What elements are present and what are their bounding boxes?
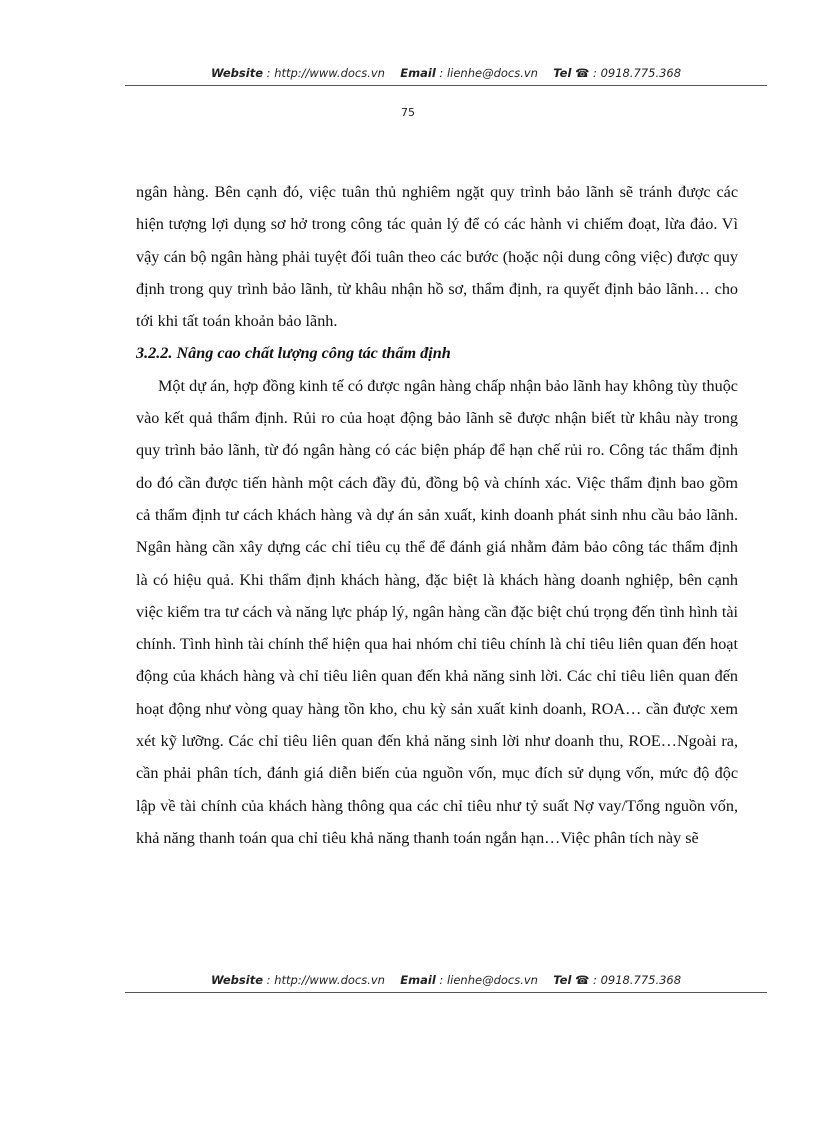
text-line: khoản bảo lãnh. (234, 312, 338, 331)
phone-icon: ☎ (575, 66, 590, 80)
text-line: khách hàng doanh nghiệp, bên cạnh việc kiểm tra tư cách và năng lực pháp lý, (136, 570, 738, 621)
text-line: được nhận biết từ khâu này trong quy trình bảo lãnh, từ đó ngân hàng có các (136, 409, 738, 460)
email-label: Email (400, 66, 436, 80)
page-footer (125, 973, 767, 987)
text-line: không tùy thuộc vào kết quả thẩm định. Rủi ro của hoạt động bảo lãnh sẽ (136, 376, 738, 428)
text-line: các bước (hoặc nội dung công việc) được quy định trong quy trình bảo lãnh, (136, 247, 738, 298)
text-line: tránh được các hiện tượng lợi dụng sơ hở trong công tác quản lý để có các (136, 183, 739, 234)
text-line: thể hiện qua hai nhóm chỉ tiêu chính là chỉ tiêu liên quan đến hoạt động của (136, 635, 738, 686)
website-label: Website (210, 973, 264, 987)
text-line: nguồn vốn, mục đích sử dụng vốn, mức độ độc lập về tài chính của khách (136, 764, 738, 815)
website-label: Website (210, 66, 264, 80)
text-line: ROA… cần được xem xét kỹ lưỡng. Các chỉ tiêu liên quan đến khả năng sinh (136, 699, 739, 751)
website-value: : http://www.docs.vn (266, 973, 385, 987)
tel-value: : 0918.775.368 (593, 973, 682, 987)
text-line: từ khâu nhận hồ sơ, thẩm định, ra quyết định bảo lãnh… cho tới khi tất toán (136, 279, 739, 331)
phone-icon: ☎ (575, 973, 590, 987)
email-label: Email (400, 973, 436, 987)
text-line: Một dự án, hợp đồng kinh tế có được ngân hàng chấp nhận bảo lãnh hay (158, 376, 629, 395)
text-line: ngân hàng cần đặc biệt chú trọng đến tình hình tài chính. Tình hình tài chính (136, 602, 739, 654)
website-value: : http://www.docs.vn (266, 66, 385, 80)
page-header (125, 66, 767, 80)
paragraph-1 (136, 176, 738, 337)
text-line: đến hoạt động như vòng quay hàng tồn kho, chu kỳ sản xuất kinh doanh, (136, 667, 739, 718)
email-value: : lienhe@docs.vn (439, 973, 538, 987)
text-line: hàng thông qua các chỉ tiêu như tỷ suất Nợ vay/Tổng nguồn vốn, khả năng (136, 796, 739, 847)
document-body (136, 176, 738, 854)
text-line: lời như doanh thu, ROE…Ngoài ra, cần phải phân tích, đánh giá diễn biến của (136, 732, 738, 783)
footer-divider (125, 992, 767, 993)
text-line: ngân hàng. Bên cạnh đó, việc tuân thủ nghiêm ngặt quy trình bảo lãnh sẽ (136, 183, 634, 201)
text-line: một cách đầy đủ, đồng bộ và chính xác. Việc thẩm định bao gồm cả thẩm (136, 473, 739, 524)
tel-label: Tel (553, 66, 572, 80)
section-heading: 3.2.2. Nâng cao chất lượng công tác thẩm định (136, 344, 451, 363)
text-line: hành vi chiếm đoạt, lừa đảo. Vì vậy cán bộ ngân hàng phải tuyệt đối tuân theo (136, 215, 738, 266)
header-divider (125, 85, 767, 86)
tel-label: Tel (553, 973, 572, 987)
text-line: lãnh. Ngân hàng cần xây dựng các chỉ tiêu cụ thể để đánh giá nhằm đảm bảo (136, 505, 738, 557)
paragraph-2 (136, 370, 738, 854)
text-line: biện pháp để hạn chế rủi ro. Công tác thẩm định do đó cần được tiến hành (136, 441, 738, 492)
text-line: thanh toán qua chỉ tiêu khả năng thanh toán ngắn hạn…Việc phân tích này sẽ (198, 828, 699, 847)
email-value: : lienhe@docs.vn (439, 66, 538, 80)
page-number: 75 (401, 106, 415, 119)
text-line: công tác thẩm định là có hiệu quả. Khi thẩm định khách hàng, đặc biệt là (136, 538, 739, 589)
tel-value: : 0918.775.368 (593, 66, 682, 80)
text-line: định tư cách khách hàng và dự án sản xuất, kinh doanh phát sinh nhu cầu bảo (191, 505, 702, 524)
text-line: khách hàng và chỉ tiêu liên quan đến khả năng sinh lời. Các chỉ tiêu liên quan (200, 667, 711, 686)
